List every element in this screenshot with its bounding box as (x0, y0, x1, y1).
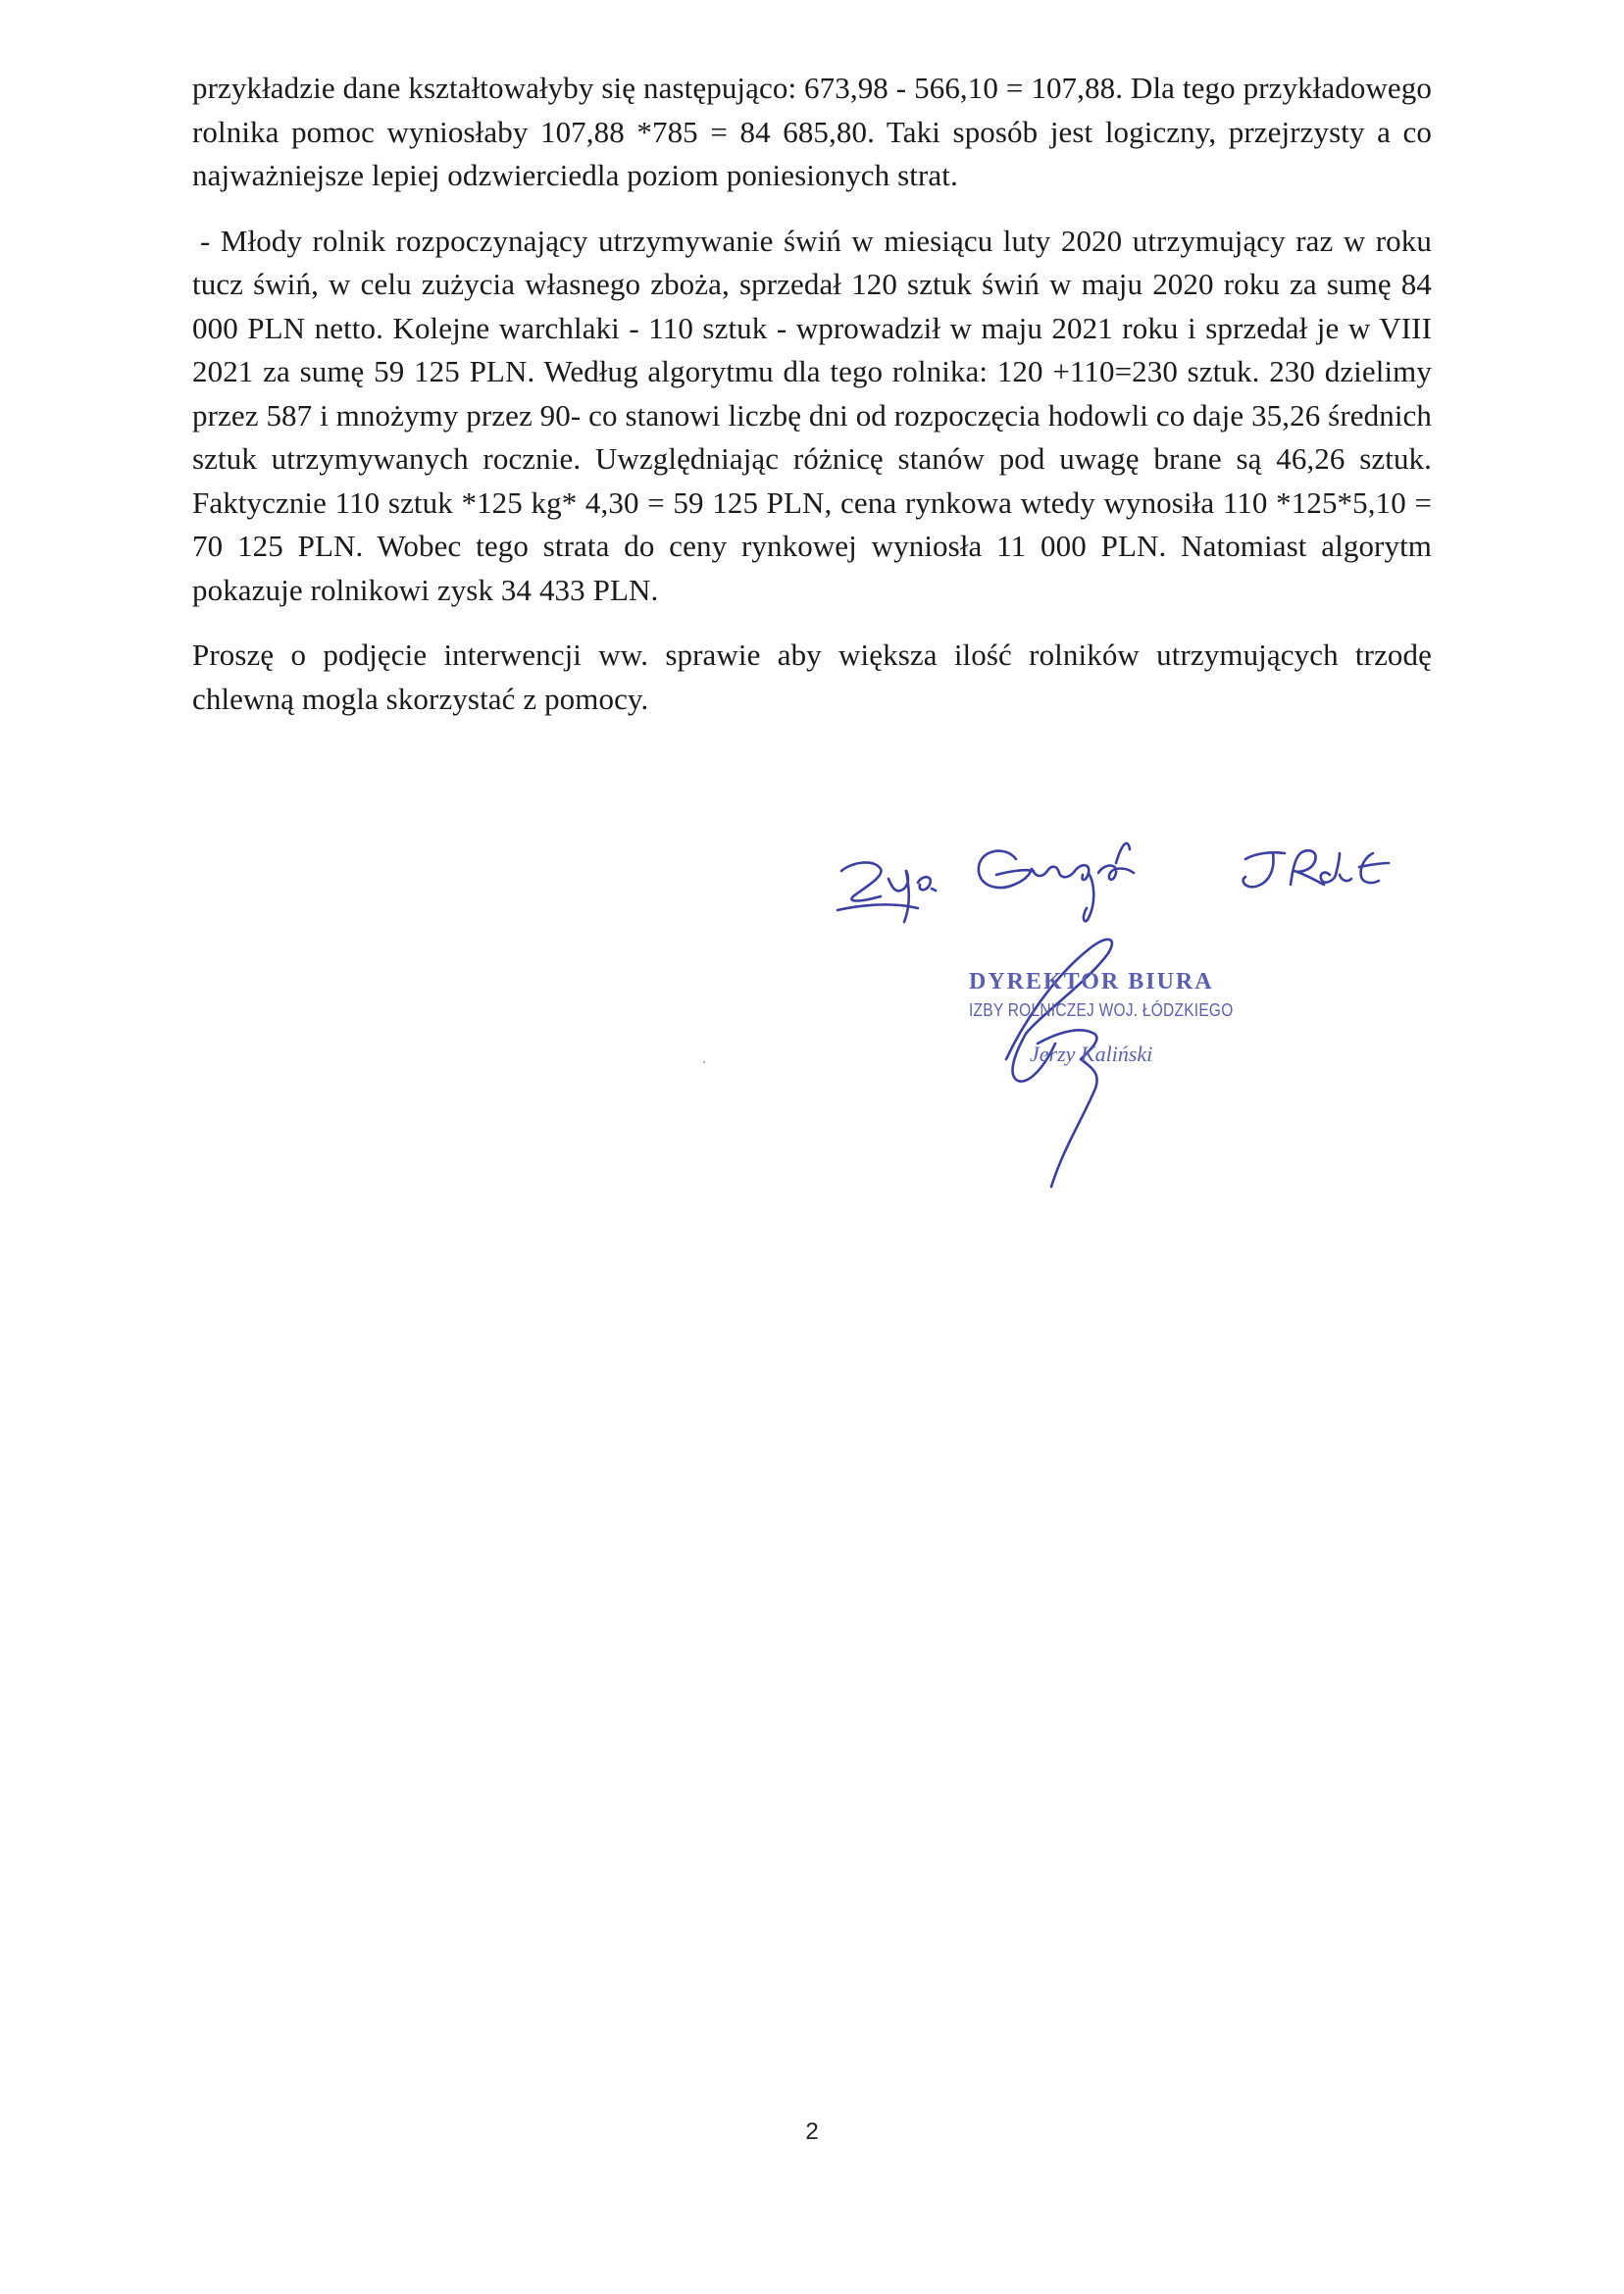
paragraph-request-intervention: Proszę o podjęcie interwencji ww. sprawie aby większa ilość rolników utrzymujących trzodę chlewną mogla skorzystać z pomocy. (192, 637, 1432, 716)
paragraph-calculation-example: przykładzie dane kształtowałyby się następująco: 673,98 - 566,10 = 107,88. Dla tego przykładowego rolnika pomoc wyniosłaby 107,88 *785 = 84 685,80. Taki sposób jest logiczny, przejrzysty a co najważniejsze lepiej odzwierciedla poziom poniesionych strat. (192, 71, 1432, 192)
signature-block (824, 824, 1451, 1216)
page-number: 2 (805, 2118, 819, 2145)
letter-body (192, 67, 1432, 742)
stamp-organization: IZBY ROLNICZEJ WOJ. ŁÓDZKIEGO (969, 1000, 1234, 1020)
stamp-title: DYREKTOR BIURA (969, 969, 1214, 994)
stamp-name: Jerzy Kaliński (1030, 1042, 1153, 1066)
paragraph-young-farmer-case: - Młody rolnik rozpoczynający utrzymywanie świń w miesiącu luty 2020 utrzymujący raz w roku tucz świń, w celu zużycia własnego zboża, sprzedał 120 sztuk świń w maju 2020 roku za sumę 84 000 PLN netto. Kolejne warchlaki - 110 sztuk - wprowadził w maju 2021 roku i sprzedał je w VIII 2021 za sumę 59 125 PLN. Według algorytmu dla tego rolnika: 120 +110=230 sztuk. 230 dzielimy przez 587 i mnożymy przez 90- co stanowi liczbę dni od rozpoczęcia hodowli co daje 35,26 średnich sztuk utrzymywanych rocznie. Uwzględniając różnicę stanów pod uwagę brane są 46,26 sztuk. Faktycznie 110 sztuk *125 kg* 4,30 = 59 125 PLN, cena rynkowa wtedy wynosiła 110 *125*5,10 = 70 125 PLN. Wobec tego strata do ceny rynkowej wyniosła 11 000 PLN. Natomiast algorytm pokazuje rolnikowi zysk 34 433 PLN. (192, 223, 1432, 607)
scan-speck (703, 1061, 705, 1063)
